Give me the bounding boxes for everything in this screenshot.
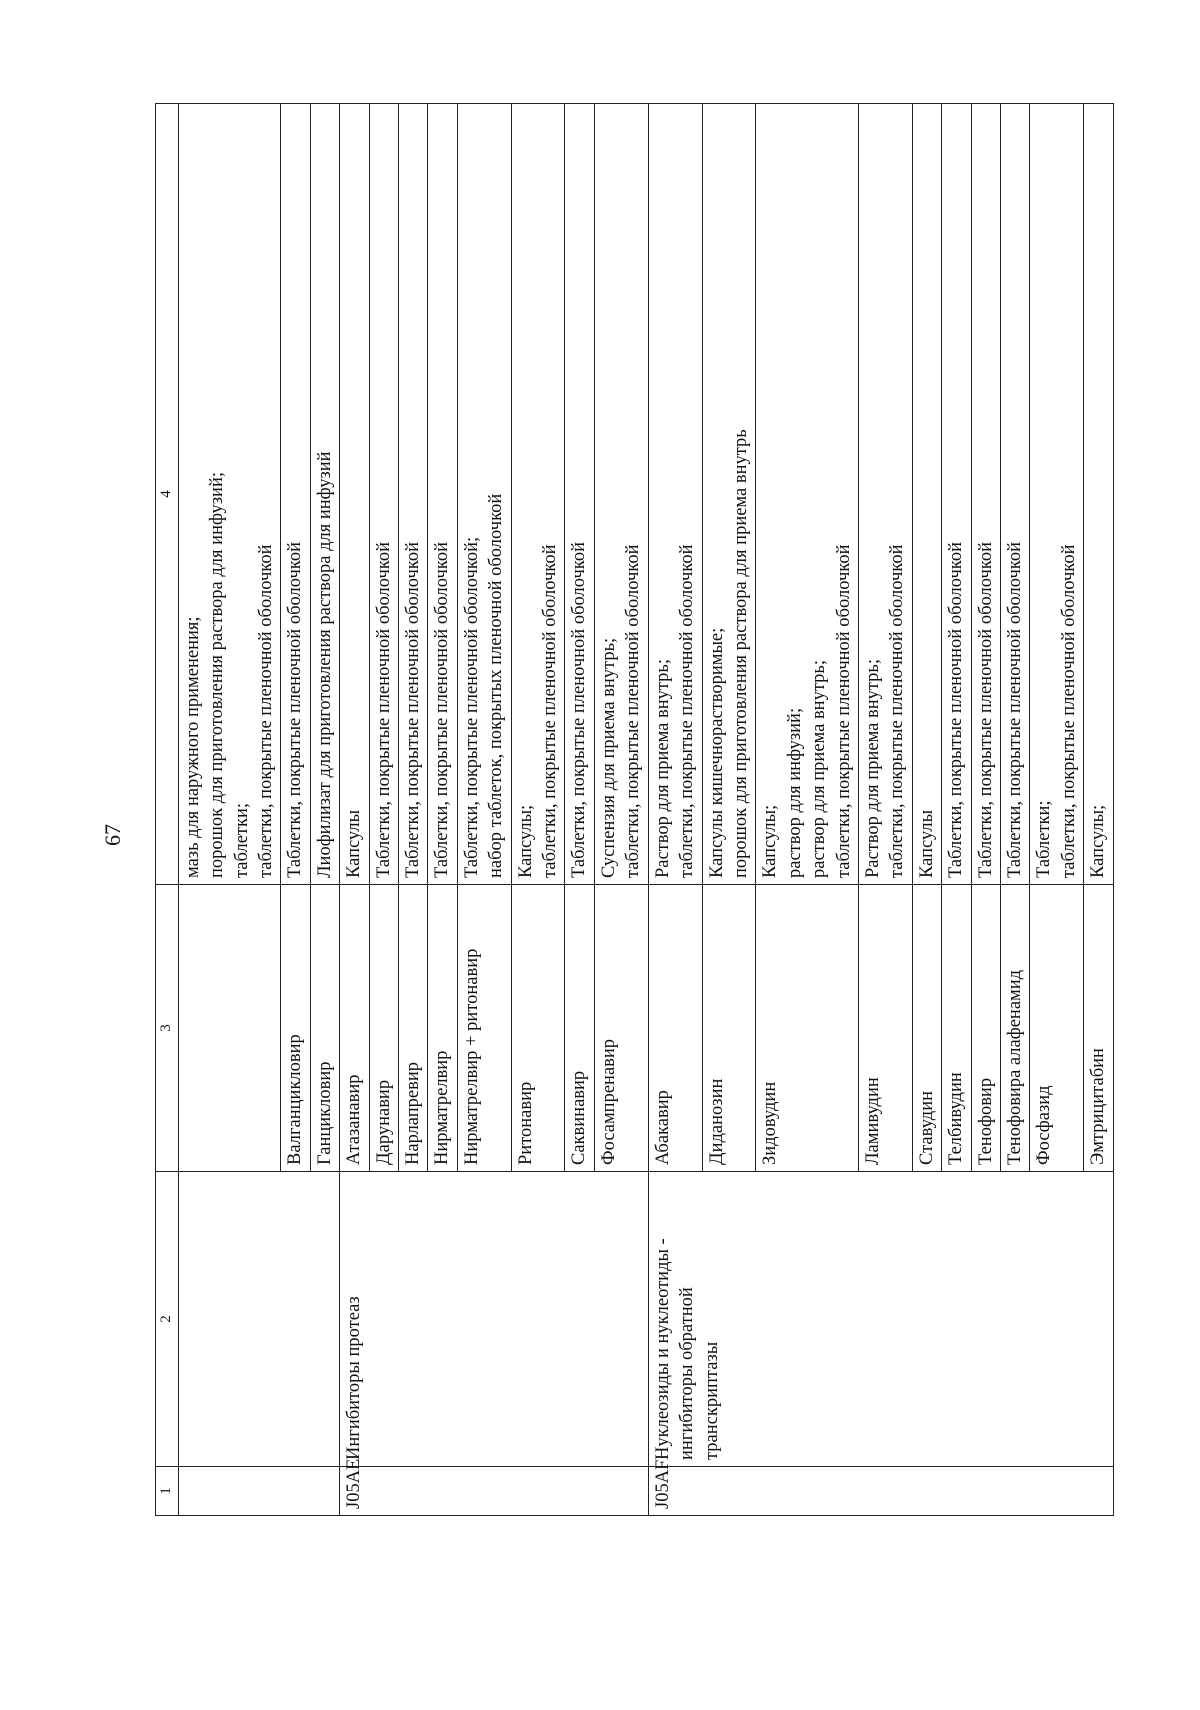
rotated-table-wrapper: [155, 104, 1109, 1516]
atc-code-cell: J05AE: [340, 1467, 648, 1516]
dosage-forms-cell: [1030, 104, 1084, 885]
dosage-form-line: Лиофилизат для приготовления раствора для инфузий: [314, 451, 335, 878]
dosage-forms-cell: [594, 104, 648, 885]
dosage-forms-cell: [399, 104, 428, 885]
table-body: [178, 104, 1113, 1516]
dosage-form-line: Таблетки, покрытые пленочной оболочкой: [285, 541, 306, 878]
drug-name-cell: Эмтрицитабин: [1084, 885, 1113, 1172]
table-row: [340, 104, 369, 1516]
dosage-form-line: Таблетки, покрытые пленочной оболочкой: [975, 541, 996, 878]
dosage-forms-cell: [942, 104, 971, 885]
dosage-form-line: Раствор для приема внутрь;: [652, 658, 673, 878]
dosage-forms-cell: [178, 104, 281, 885]
dosage-form-line: порошок для приготовления раствора для приема внутрь: [730, 429, 751, 878]
dosage-form-line: набор таблеток, покрытых пленочной оболочкой: [486, 493, 507, 878]
dosage-form-line: Капсулы: [916, 809, 937, 878]
dosage-form-line: таблетки, покрытые пленочной оболочкой: [833, 544, 854, 878]
dosage-forms-cell: [971, 104, 1000, 885]
drug-name-cell: Валганцикловир: [281, 885, 310, 1172]
drug-name-cell: Ламивудин: [858, 885, 912, 1172]
dosage-forms-cell: [912, 104, 941, 885]
dosage-form-line: Суспензия для приема внутрь;: [598, 637, 619, 878]
dosage-forms-cell: [281, 104, 310, 885]
dosage-form-line: Таблетки, покрытые пленочной оболочкой: [432, 541, 453, 878]
dosage-forms-cell: [428, 104, 457, 885]
drug-name-cell: Диданозин: [702, 885, 756, 1172]
dosage-form-line: таблетки;: [231, 802, 252, 878]
table-row: [648, 104, 702, 1516]
rotated-table-inner: [155, 104, 1109, 1516]
drug-table: [155, 103, 1114, 1516]
dosage-forms-cell: [565, 104, 594, 885]
drug-name-cell: Нарлапревир: [399, 885, 428, 1172]
atc-code-cell: [178, 1467, 339, 1516]
dosage-form-line: раствор для инфузий;: [784, 707, 805, 878]
dosage-form-line: Капсулы;: [760, 804, 781, 878]
dosage-form-line: Капсулы кишечнорастворимые;: [706, 627, 727, 878]
drug-name-cell: Саквинавир: [565, 885, 594, 1172]
dosage-forms-cell: [457, 104, 511, 885]
group-name-cell: [178, 1172, 339, 1467]
dosage-forms-cell: [369, 104, 398, 885]
group-name-cell: Нуклеозиды и нуклеотиды - ингибиторы обратной транскриптазы: [648, 1172, 1113, 1467]
drug-name-cell: Нирматрелвир + ритонавир: [457, 885, 511, 1172]
drug-name-cell: Зидовудин: [756, 885, 859, 1172]
header-row: [156, 104, 179, 1516]
header-col-2: 2: [156, 1172, 179, 1467]
dosage-forms-cell: [756, 104, 859, 885]
dosage-form-line: таблетки, покрытые пленочной оболочкой: [677, 544, 698, 878]
dosage-form-line: Раствор для приема внутрь;: [862, 658, 883, 878]
atc-code-cell: J05AF: [648, 1467, 1113, 1516]
dosage-form-line: Таблетки, покрытые пленочной оболочкой: [1004, 541, 1025, 878]
drug-name-cell: Ганцикловир: [310, 885, 339, 1172]
dosage-form-line: Капсулы: [344, 809, 365, 878]
dosage-form-line: таблетки, покрытые пленочной оболочкой: [256, 544, 277, 878]
drug-name-cell: Фосампренавир: [594, 885, 648, 1172]
dosage-forms-cell: [858, 104, 912, 885]
dosage-form-line: Таблетки, покрытые пленочной оболочкой: [373, 541, 394, 878]
dosage-form-line: Капсулы;: [1088, 804, 1109, 878]
drug-name-cell: Ставудин: [912, 885, 941, 1172]
header-col-3: 3: [156, 885, 179, 1172]
dosage-form-line: раствор для приема внутрь;: [809, 660, 830, 878]
group-name-cell: Ингибиторы протеаз: [340, 1172, 648, 1467]
dosage-forms-cell: [648, 104, 702, 885]
drug-name-cell: Тенофовира алафенамид: [1000, 885, 1029, 1172]
drug-name-cell: Абакавир: [648, 885, 702, 1172]
dosage-form-line: таблетки, покрытые пленочной оболочкой: [540, 544, 561, 878]
header-col-1: 1: [156, 1467, 179, 1516]
drug-name-cell: [178, 885, 281, 1172]
dosage-form-line: Таблетки;: [1034, 800, 1055, 878]
drug-name-cell: Атазанавир: [340, 885, 369, 1172]
table-row: [178, 104, 281, 1516]
dosage-form-line: таблетки, покрытые пленочной оболочкой: [623, 544, 644, 878]
dosage-forms-cell: [310, 104, 339, 885]
drug-name-cell: Дарунавир: [369, 885, 398, 1172]
dosage-forms-cell: [702, 104, 756, 885]
dosage-form-line: Таблетки, покрытые пленочной оболочкой: [403, 541, 424, 878]
dosage-forms-cell: [511, 104, 565, 885]
dosage-form-line: мазь для наружного применения;: [182, 616, 203, 878]
dosage-form-line: Таблетки, покрытые пленочной оболочкой;: [461, 536, 482, 878]
page-number: 67: [100, 824, 125, 846]
dosage-forms-cell: [1000, 104, 1029, 885]
dosage-form-line: таблетки, покрытые пленочной оболочкой: [1058, 544, 1079, 878]
dosage-form-line: Таблетки, покрытые пленочной оболочкой: [946, 541, 967, 878]
drug-name-cell: Тенофовир: [971, 885, 1000, 1172]
header-col-4: 4: [156, 104, 179, 885]
dosage-form-line: Капсулы;: [515, 804, 536, 878]
dosage-form-line: Таблетки, покрытые пленочной оболочкой: [569, 541, 590, 878]
dosage-forms-cell: [340, 104, 369, 885]
dosage-form-line: таблетки, покрытые пленочной оболочкой: [887, 544, 908, 878]
drug-name-cell: Телбивудин: [942, 885, 971, 1172]
drug-name-cell: Нирматрелвир: [428, 885, 457, 1172]
dosage-form-line: порошок для приготовления раствора для инфузий;: [207, 472, 228, 878]
drug-name-cell: Ритонавир: [511, 885, 565, 1172]
drug-name-cell: Фосфазид: [1030, 885, 1084, 1172]
dosage-forms-cell: [1084, 104, 1113, 885]
